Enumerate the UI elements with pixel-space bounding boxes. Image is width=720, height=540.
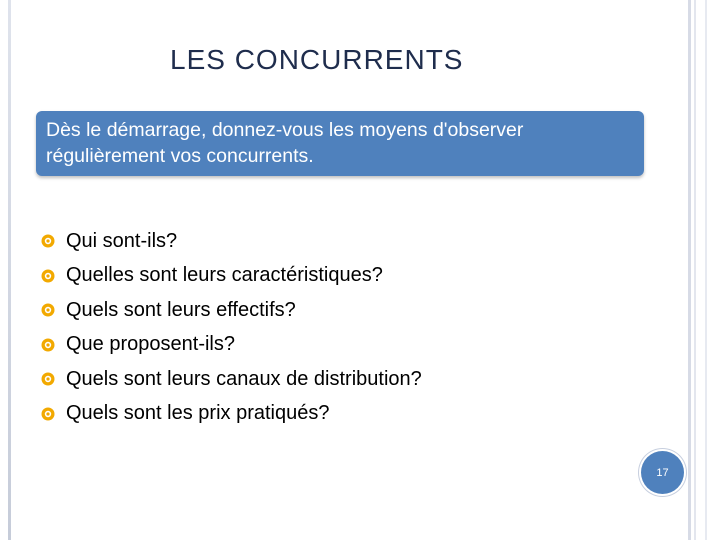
bullet-text: Que proposent-ils? [66,333,235,356]
right-frame-line [705,0,707,540]
list-item [40,224,660,259]
left-frame-line [8,0,11,540]
gear-bullet-icon [40,233,56,249]
list-item [40,259,660,294]
gear-bullet-icon [40,337,56,353]
bullet-text: Quels sont leurs effectifs? [66,298,296,321]
bullet-text: Qui sont-ils? [66,229,178,252]
list-item [40,328,660,363]
gear-bullet-icon [40,268,56,284]
list-item [40,362,660,397]
bullet-text: Quels sont les prix pratiqués? [66,402,330,425]
list-item [40,397,660,432]
gear-bullet-icon [40,371,56,387]
bullet-text: Quelles sont leurs caractéristiques? [66,264,383,287]
slide-title: LES CONCURRENTS [170,44,464,75]
gear-bullet-icon [40,406,56,422]
bullet-text: Quels sont leurs canaux de distribution? [66,367,422,390]
page-number-badge: 17 [641,451,684,494]
intro-banner: Dès le démarrage, donnez-vous les moyens d'observer régulièrement vos concurrents. [36,111,644,176]
gear-bullet-icon [40,302,56,318]
bullet-list [40,224,660,431]
right-frame-line [688,0,691,540]
list-item [40,293,660,328]
right-frame-line [694,0,696,540]
